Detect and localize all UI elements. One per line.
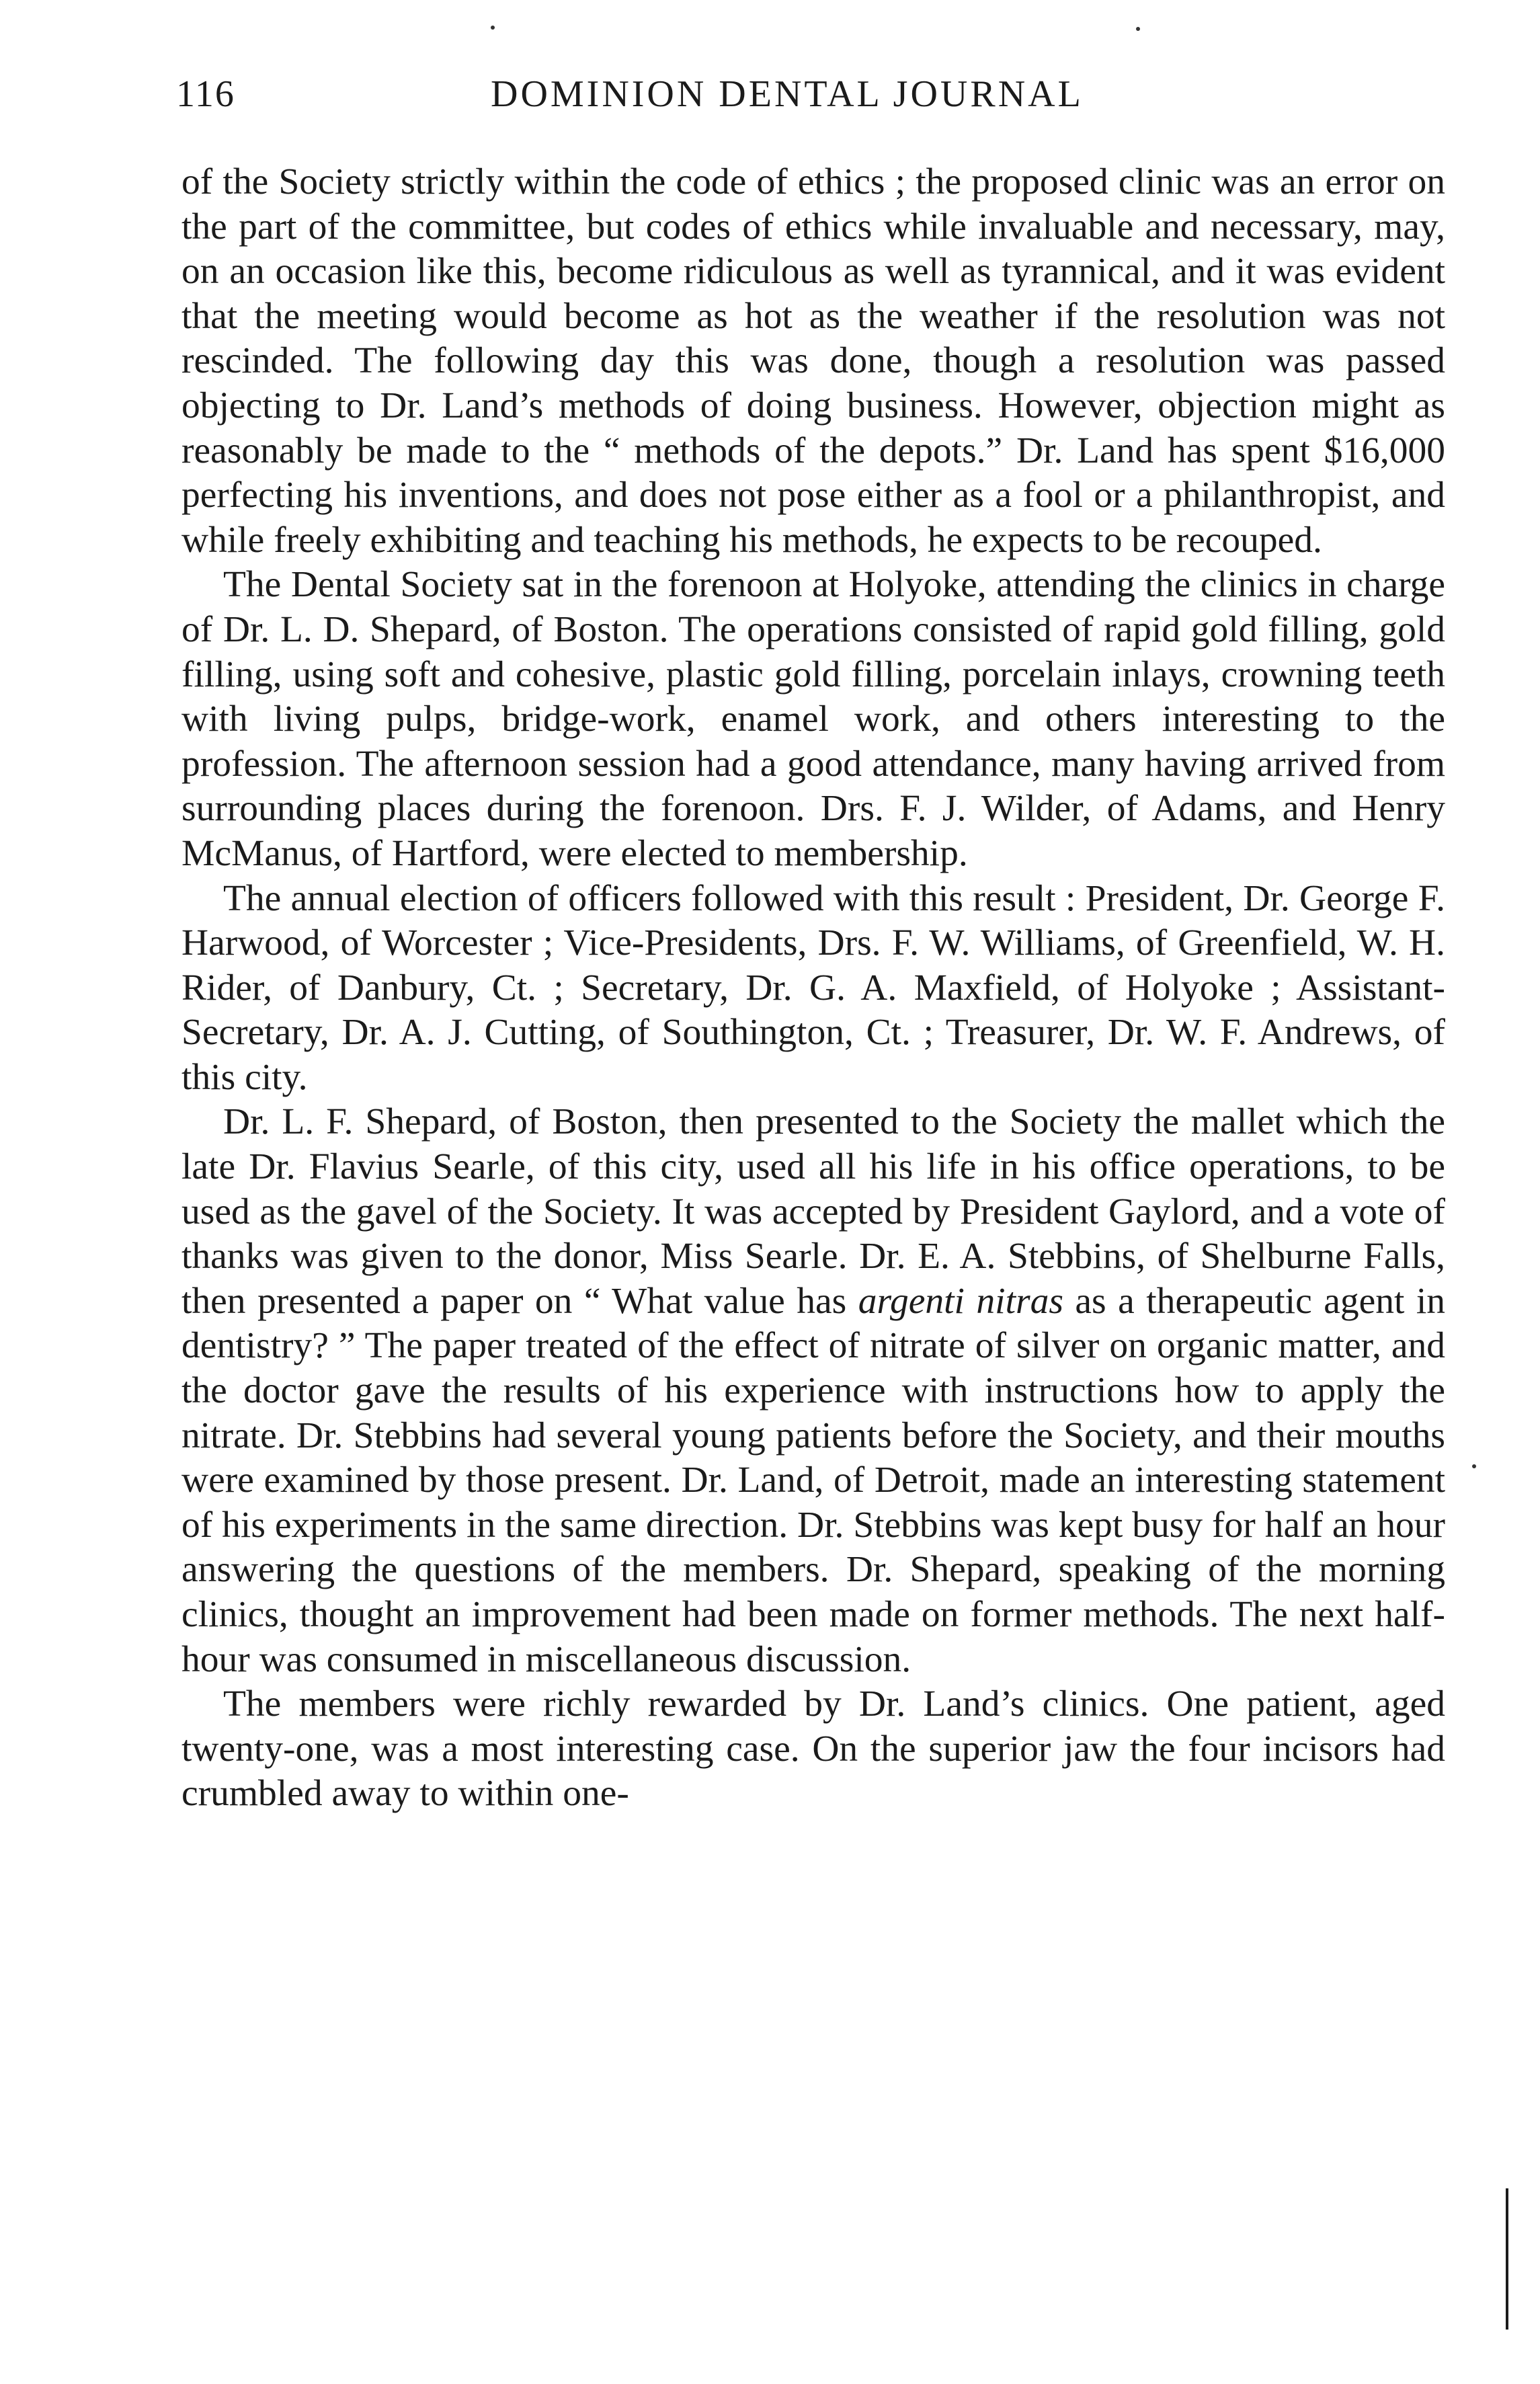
- paragraph-officer-election: The annual election of officers followed with this result : President, Dr. George F. Harwood, of Worcester ; Vice-Presidents, Drs. F. W. Williams, of Greenfield, W. H. Rider, of Danbury, Ct. ; Secretary, Dr. G. A. Maxfield, of Holyoke ; Assistant-Secretary, Dr. A. J. Cutting, of Southington, Ct. ; Treasurer, Dr. W. F. Andrews, of this city.: [181, 877, 1445, 1098]
- paragraph-holyoke-clinics: The Dental Society sat in the forenoon at Holyoke, attending the clinics in charge of Dr. L. D. Shepard, of Boston. The operations consisted of rapid gold filling, gold filling, using soft and cohesive, plastic gold filling, porcelain inlays, crowning teeth with living pulps, bridge-work, enamel work, and others interesting to the profession. The afternoon session had a good attendance, many having arrived from surrounding places during the forenoon. Drs. F. J. Wilder, of Adams, and Henry McManus, of Hartford, were elected to membership.: [181, 564, 1445, 874]
- print-speck: [1136, 27, 1140, 31]
- print-speck: [491, 26, 495, 30]
- journal-title: DOMINION DENTAL JOURNAL: [491, 73, 1084, 115]
- paragraph-land-clinics: The members were richly rewarded by Dr. Land’s clinics. One patient, aged twenty-one, was a most interesting case. On the superior jaw the four incisors had crumbled away to within one-: [181, 1683, 1445, 1815]
- paragraph-text: Dr. L. F. Shepard, of Boston, then presented to the Society the mallet which the late Dr. Flavius Searle, of this city, used all his life in his office operations, to be used as the gavel of the Society. It was accepted by President Gaylord, and a vote of thanks was given to the donor, Miss Searle. Dr. E. A. Stebbins, of Shelburne Falls, then presented a paper on “ What value has: [181, 1101, 1445, 1322]
- latin-term: argenti nitras: [858, 1280, 1063, 1322]
- paragraph-searle-mallet: [181, 1100, 1445, 1682]
- paragraph-ethics-controversy: of the Society strictly within the code of ethics ; the proposed clinic was an error on the part of the committee, but codes of ethics while invaluable and necessary, may, on an occasion like this, become ridiculous as well as tyrannical, and it was evident that the meeting would become as hot as the weather if the resolution was not rescinded. The following day this was done, though a resolution was passed objecting to Dr. Land’s methods of doing business. However, objection might as reasonably be made to the “ methods of the depots.” Dr. Land has spent $16,000 perfecting his inventions, and does not pose either as a fool or a philanthropist, and while freely exhibiting and teaching his methods, he expects to be recouped.: [181, 161, 1445, 561]
- page-number: 116: [176, 73, 235, 115]
- margin-rule: [1506, 2188, 1508, 2330]
- print-speck: [1472, 1464, 1476, 1468]
- paragraph-text: as a therapeutic agent in dentistry? ” The paper treated of the effect of nitrate of silver on organic matter, and the doctor gave the results of his experience with instructions how to apply the nitrate. Dr. Stebbins had several young patients before the Society, and their mouths were examined by those present. Dr. Land, of Detroit, made an interesting statement of his experiments in the same direction. Dr. Stebbins was kept busy for half an hour answering the questions of the members. Dr. Shepard, speaking of the morning clinics, thought an improvement had been made on former methods. The next half-hour was consumed in miscellaneous discussion.: [181, 1280, 1446, 1680]
- article-body: [181, 160, 1445, 1817]
- running-head: [0, 73, 1540, 126]
